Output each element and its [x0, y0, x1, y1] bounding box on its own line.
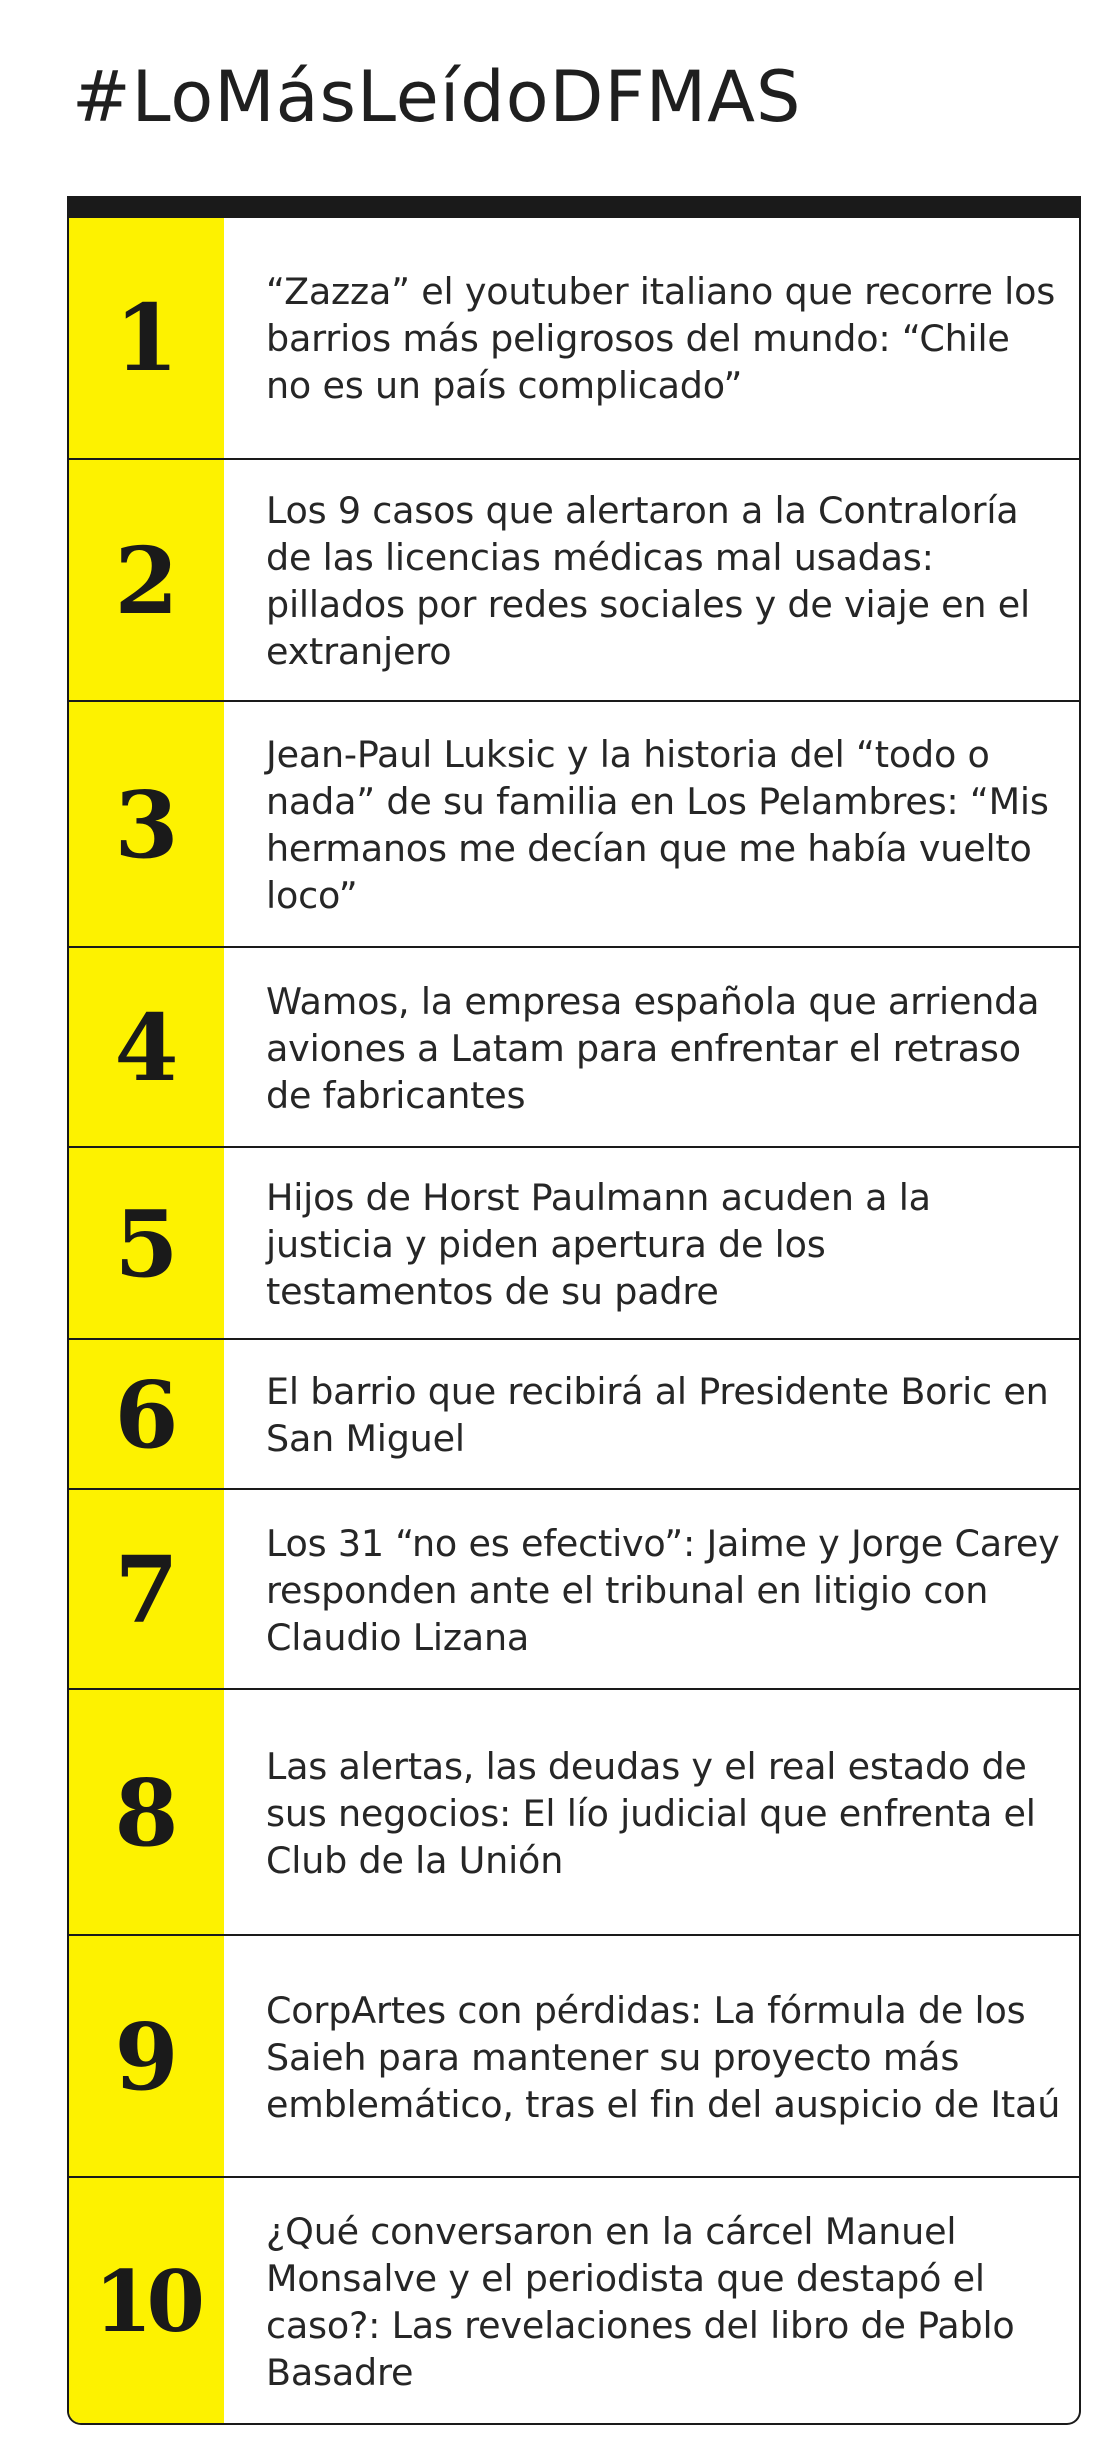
rank-number: 2	[69, 460, 224, 702]
rank-number: 4	[69, 948, 224, 1148]
ranking-item-8[interactable]	[69, 1688, 1079, 1936]
headline-link[interactable]: Las alertas, las deudas y el real estado de sus negocios: El lío judicial que enfrenta el Club de la Unión	[266, 1744, 1036, 1882]
page-title: #LoMásLeídoDFMAS	[72, 56, 802, 138]
ranking-item-3[interactable]	[69, 700, 1079, 948]
rank-number: 10	[69, 2178, 224, 2425]
headline-link[interactable]: “Zazza” el youtuber italiano que recorre los barrios más peligrosos del mundo: “Chile no es un país complicado”	[266, 269, 1056, 407]
headline-link[interactable]: Jean-Paul Luksic y la historia del “todo o nada” de su familia en Los Pelambres: “Mis hermanos me decían que me había vuelto loco”	[266, 733, 1049, 917]
ranking-item-6[interactable]	[69, 1338, 1079, 1490]
rank-number: 8	[69, 1690, 224, 1936]
rank-number: 1	[69, 218, 224, 458]
ranking-list	[67, 218, 1081, 2425]
headline-link[interactable]: CorpArtes con pérdidas: La fórmula de los Saieh para mantener su proyecto más emblemático, tras el fin del auspicio de Itaú	[266, 1988, 1061, 2126]
headline-link[interactable]: El barrio que recibirá al Presidente Boric en San Miguel	[266, 1370, 1049, 1460]
headline-link[interactable]: Hijos de Horst Paulmann acuden a la justicia y piden apertura de los testamentos de su padre	[266, 1175, 931, 1313]
top-bar	[67, 196, 1081, 218]
rank-number: 7	[69, 1490, 224, 1690]
rank-number: 5	[69, 1148, 224, 1340]
ranking-item-7[interactable]	[69, 1488, 1079, 1690]
rank-number: 6	[69, 1340, 224, 1490]
headline-link[interactable]: ¿Qué conversaron en la cárcel Manuel Monsalve y el periodista que destapó el caso?: Las revelaciones del libro de Pablo Basadre	[266, 2209, 1015, 2394]
rank-number: 3	[69, 702, 224, 948]
ranking-item-4[interactable]	[69, 946, 1079, 1148]
headline-link[interactable]: Los 9 casos que alertaron a la Contraloría de las licencias médicas mal usadas: pillados por redes sociales y de viaje en el extranjero	[266, 489, 1030, 673]
ranking-item-1[interactable]	[69, 218, 1079, 458]
ranking-item-5[interactable]	[69, 1146, 1079, 1340]
headline-link[interactable]: Wamos, la empresa española que arrienda aviones a Latam para enfrentar el retraso de fabricantes	[266, 979, 1040, 1117]
rank-number: 9	[69, 1936, 224, 2178]
ranking-item-9[interactable]	[69, 1934, 1079, 2178]
ranking-item-2[interactable]	[69, 458, 1079, 702]
headline-link[interactable]: Los 31 “no es efectivo”: Jaime y Jorge Carey responden ante el tribunal en litigio con Claudio Lizana	[266, 1521, 1060, 1659]
ranking-item-10[interactable]	[69, 2176, 1079, 2425]
